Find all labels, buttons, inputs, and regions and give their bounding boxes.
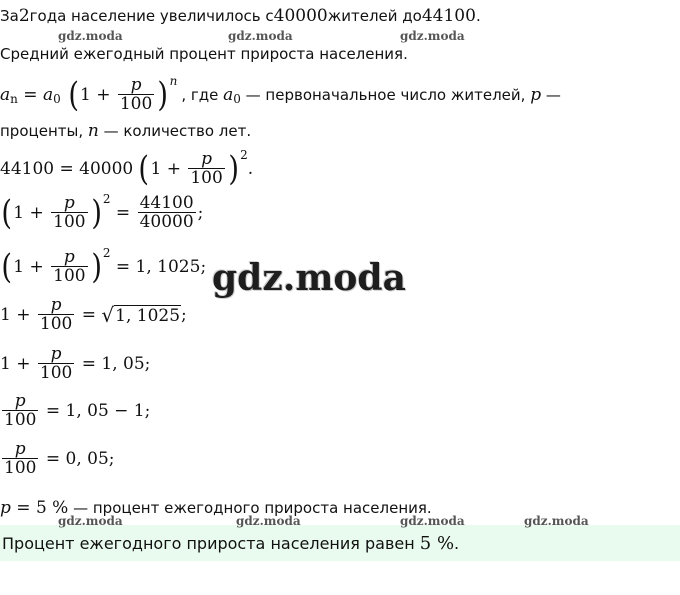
text: жителей до <box>327 7 422 25</box>
text: . <box>475 7 481 25</box>
paren-right: ) <box>157 75 169 115</box>
math-var: n <box>87 121 99 141</box>
numerator: p <box>14 390 26 411</box>
math-op: = <box>17 85 43 105</box>
fraction <box>51 192 87 232</box>
fraction <box>38 294 74 334</box>
watermark: gdz.moda <box>400 29 465 43</box>
fraction <box>38 343 74 383</box>
radicand: 1, 1025 <box>115 305 181 326</box>
text: проценты, <box>0 122 88 140</box>
fraction <box>51 246 87 286</box>
watermark: gdz.moda <box>228 29 293 43</box>
exponent: 2 <box>240 148 248 162</box>
math-op: 1 + <box>13 203 50 223</box>
math-expr: = 1, 05 − 1; <box>40 401 151 421</box>
text: За <box>0 7 19 25</box>
numerator: p <box>130 74 142 95</box>
paren-right: ) <box>228 149 239 189</box>
math-var: a <box>42 85 54 105</box>
equation-2 <box>0 190 203 236</box>
paren-left: ( <box>1 193 12 233</box>
answer-value: 5 % <box>419 532 455 554</box>
denominator: 100 <box>4 409 37 430</box>
text: — количество лет. <box>98 122 252 140</box>
answer-punct: . <box>454 533 460 553</box>
math-var: a <box>223 85 234 105</box>
numerator: p <box>63 246 75 267</box>
denominator: 100 <box>190 167 223 188</box>
text: Средний ежегодный процент прироста населения. <box>0 45 408 63</box>
numerator: p <box>14 438 26 459</box>
math-op: 1 + <box>13 257 50 277</box>
square-root <box>101 302 181 327</box>
math-op: 1 + <box>79 85 116 105</box>
equation-4 <box>0 292 187 338</box>
math-sub: 0 <box>233 92 241 106</box>
math-sub: 0 <box>53 92 61 106</box>
equation-7 <box>0 436 115 482</box>
fraction <box>2 438 38 478</box>
numerator: p <box>201 148 213 169</box>
denominator: 40000 <box>139 211 194 232</box>
numerator: p <box>50 343 62 364</box>
denominator: 100 <box>119 93 153 114</box>
paren-left: ( <box>68 75 79 115</box>
numerator: 44100 <box>139 192 194 213</box>
radical-sign: √ <box>101 302 115 327</box>
paren-right: ) <box>90 193 102 233</box>
fraction <box>118 74 154 114</box>
math-var: p <box>530 85 542 105</box>
watermark: gdz.moda <box>58 514 123 528</box>
line-2 <box>0 44 408 64</box>
watermark: gdz.moda <box>58 29 123 43</box>
paren-left: ( <box>138 149 150 189</box>
math-op: 1 + <box>0 354 36 374</box>
text: — <box>541 86 561 104</box>
exponent: 2 <box>102 246 111 260</box>
watermark: gdz.moda <box>524 514 589 528</box>
math-expr: = 1, 05; <box>76 354 151 374</box>
math-expr: 44100 = 40000 <box>0 159 134 179</box>
answer-text: Процент ежегодного прироста населения равен <box>2 533 420 553</box>
line-1 <box>0 4 481 28</box>
math-punct: . <box>247 159 254 179</box>
math-number: 2 <box>18 6 30 26</box>
denominator: 100 <box>4 457 37 478</box>
numerator: p <box>50 294 62 315</box>
math-sub: n <box>10 92 18 106</box>
watermark: gdz.moda <box>400 514 465 528</box>
text: — первоначальное число жителей, <box>240 86 531 104</box>
text: года население увеличилось с <box>29 7 274 25</box>
text: — процент ежегодного прироста населения. <box>68 499 432 517</box>
equation-1 <box>0 146 253 192</box>
denominator: 100 <box>53 265 86 286</box>
denominator: 100 <box>53 211 86 232</box>
text: , где <box>181 86 224 104</box>
exponent: 2 <box>102 192 111 206</box>
equation-3 <box>0 244 206 290</box>
denominator: 100 <box>39 362 73 383</box>
line-4 <box>0 120 251 142</box>
formula-line <box>0 70 561 120</box>
fraction <box>138 192 196 232</box>
watermark: gdz.moda <box>236 514 301 528</box>
math-var: p <box>0 498 11 518</box>
math-op: = <box>76 305 102 325</box>
math-punct: ; <box>197 203 204 223</box>
fraction <box>188 148 224 188</box>
fraction <box>2 390 38 430</box>
math-number: 44100 <box>421 6 476 26</box>
math-op: = <box>110 203 136 223</box>
exponent: n <box>169 74 178 88</box>
math-number: 40000 <box>273 6 328 26</box>
math-var: a <box>0 85 11 105</box>
math-expr: = 5 % <box>10 498 69 518</box>
paren-left: ( <box>1 247 12 287</box>
equation-5 <box>0 341 150 387</box>
math-expr: = 0, 05; <box>40 449 115 469</box>
math-punct: ; <box>181 305 187 325</box>
paren-right: ) <box>90 247 102 287</box>
numerator: p <box>63 192 75 213</box>
denominator: 100 <box>39 313 73 334</box>
math-expr: = 1, 1025; <box>110 257 207 277</box>
equation-6 <box>0 388 150 434</box>
answer-box <box>0 525 680 561</box>
math-op: 1 + <box>0 305 36 325</box>
watermark-large: gdz.moda <box>212 257 406 299</box>
math-op: 1 + <box>150 159 187 179</box>
